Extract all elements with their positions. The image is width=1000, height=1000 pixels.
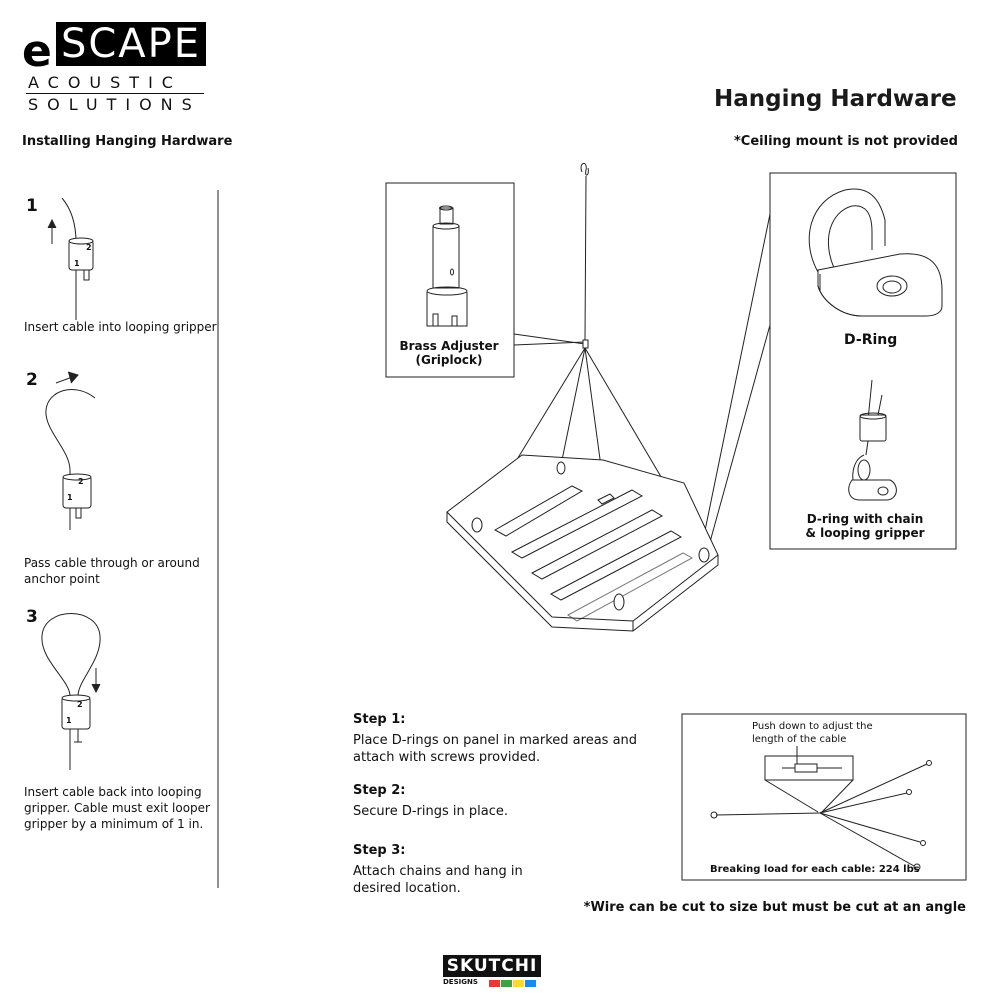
cable-diagram <box>711 746 932 870</box>
brass-adjuster-illustration <box>427 206 467 326</box>
instruction-heading: Step 3: <box>353 843 406 858</box>
dring-label: D-Ring <box>844 332 898 348</box>
step-text: Insert cable into looping gripper <box>24 320 217 334</box>
brand-color-swatch <box>525 980 536 987</box>
step-number: 3 <box>26 607 38 627</box>
brand-color-swatch <box>489 980 500 987</box>
step-number: 2 <box>26 370 38 390</box>
step-text: Pass cable through or around anchor point <box>24 556 200 586</box>
skutchi-sub: DESIGNS <box>443 978 478 986</box>
step1-gripper-illustration <box>48 198 93 320</box>
d-ring-illustration <box>809 189 942 316</box>
instruction-heading: Step 1: <box>353 712 406 727</box>
dring-chain-label: D-ring with chain & looping gripper <box>805 512 925 540</box>
gripper-mark: 1 <box>67 493 73 502</box>
instruction-text: Secure D-rings in place. <box>353 804 508 819</box>
adjuster-label: Brass Adjuster (Griplock) <box>399 339 499 367</box>
page-title: Hanging Hardware <box>714 86 957 112</box>
instruction-text: Attach chains and hang in desired location. <box>353 864 523 896</box>
step3-gripper-illustration <box>42 614 100 771</box>
logo-acoustic: ACOUSTIC <box>28 73 182 92</box>
skutchi-wordmark: SKUTCHI <box>443 955 541 977</box>
logo-solutions: SOLUTIONS <box>28 95 201 114</box>
step2-gripper-illustration <box>46 372 95 530</box>
brand-color-swatch <box>513 980 524 987</box>
section-subtitle: Installing Hanging Hardware <box>22 134 233 149</box>
wire-note: *Wire can be cut to size but must be cut at an angle <box>583 900 966 915</box>
instruction-text: Place D-rings on panel in marked areas and attach with screws provided. <box>353 733 638 765</box>
logo-scape: SCAPE <box>56 22 206 66</box>
d-ring-chain-illustration <box>849 380 897 500</box>
gripper-mark: 2 <box>77 700 83 709</box>
gripper-mark: 2 <box>78 477 84 486</box>
instruction-heading: Step 2: <box>353 783 406 798</box>
hanging-panel-diagram <box>447 163 718 631</box>
step-text: Insert cable back into looping gripper. Cable must exit looper gripper by a minimum of 1 in. <box>24 785 210 831</box>
brand-color-swatch <box>501 980 512 987</box>
gripper-mark: 1 <box>66 716 72 725</box>
push-down-text: Push down to adjust the length of the cable <box>752 721 873 745</box>
step-number: 1 <box>26 196 38 216</box>
logo-e: e <box>22 26 52 77</box>
gripper-mark: 1 <box>74 259 80 268</box>
ceiling-note: *Ceiling mount is not provided <box>734 134 958 149</box>
breaking-load-text: Breaking load for each cable: 224 lbs <box>710 864 920 875</box>
skutchi-logo <box>443 955 541 989</box>
gripper-mark: 2 <box>86 243 92 252</box>
